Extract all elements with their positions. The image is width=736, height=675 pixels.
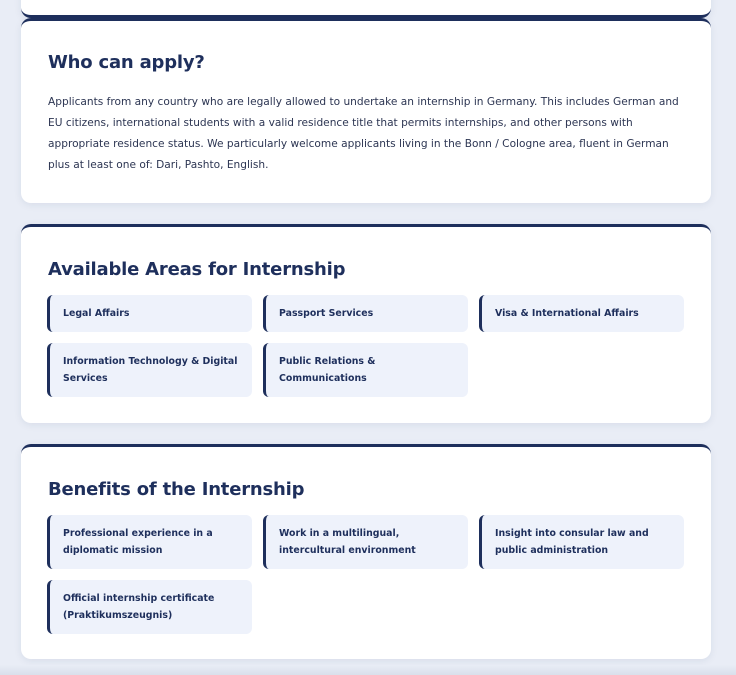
page-bottom-edge <box>0 665 736 675</box>
area-tile-information-technology: Information Technology & Digital Services <box>47 343 252 397</box>
previous-section-card <box>21 0 711 18</box>
internship-areas-card <box>21 224 711 423</box>
benefit-tile-professional-experience: Professional experience in a diplomatic mission <box>47 515 252 569</box>
area-tile-visa-international-affairs: Visa & International Affairs <box>479 295 684 332</box>
internship-areas-title: Available Areas for Internship <box>48 259 346 280</box>
area-tile-public-relations: Public Relations & Communications <box>263 343 468 397</box>
who-can-apply-card <box>21 18 711 203</box>
area-tile-legal-affairs: Legal Affairs <box>47 295 252 332</box>
benefit-tile-multilingual-environment: Work in a multilingual, intercultural environment <box>263 515 468 569</box>
internship-benefits-grid <box>47 515 685 634</box>
internship-benefits-title: Benefits of the Internship <box>48 479 305 500</box>
benefit-tile-internship-certificate: Official internship certificate (Praktikumszeugnis) <box>47 580 252 634</box>
who-can-apply-text: Applicants from any country who are legally allowed to undertake an internship in Germany. This includes German and EU citizens, international students with a valid residence title that permits internships, and other persons with appropriate residence status. We particularly welcome applicants living in the Bonn / Cologne area, fluent in German plus at least one of: Dari, Pashto, English. <box>48 96 679 171</box>
internship-benefits-card <box>21 444 711 659</box>
who-can-apply-title: Who can apply? <box>48 52 205 73</box>
area-tile-passport-services: Passport Services <box>263 295 468 332</box>
internship-areas-grid <box>47 295 685 397</box>
benefit-tile-consular-law-insight: Insight into consular law and public administration <box>479 515 684 569</box>
